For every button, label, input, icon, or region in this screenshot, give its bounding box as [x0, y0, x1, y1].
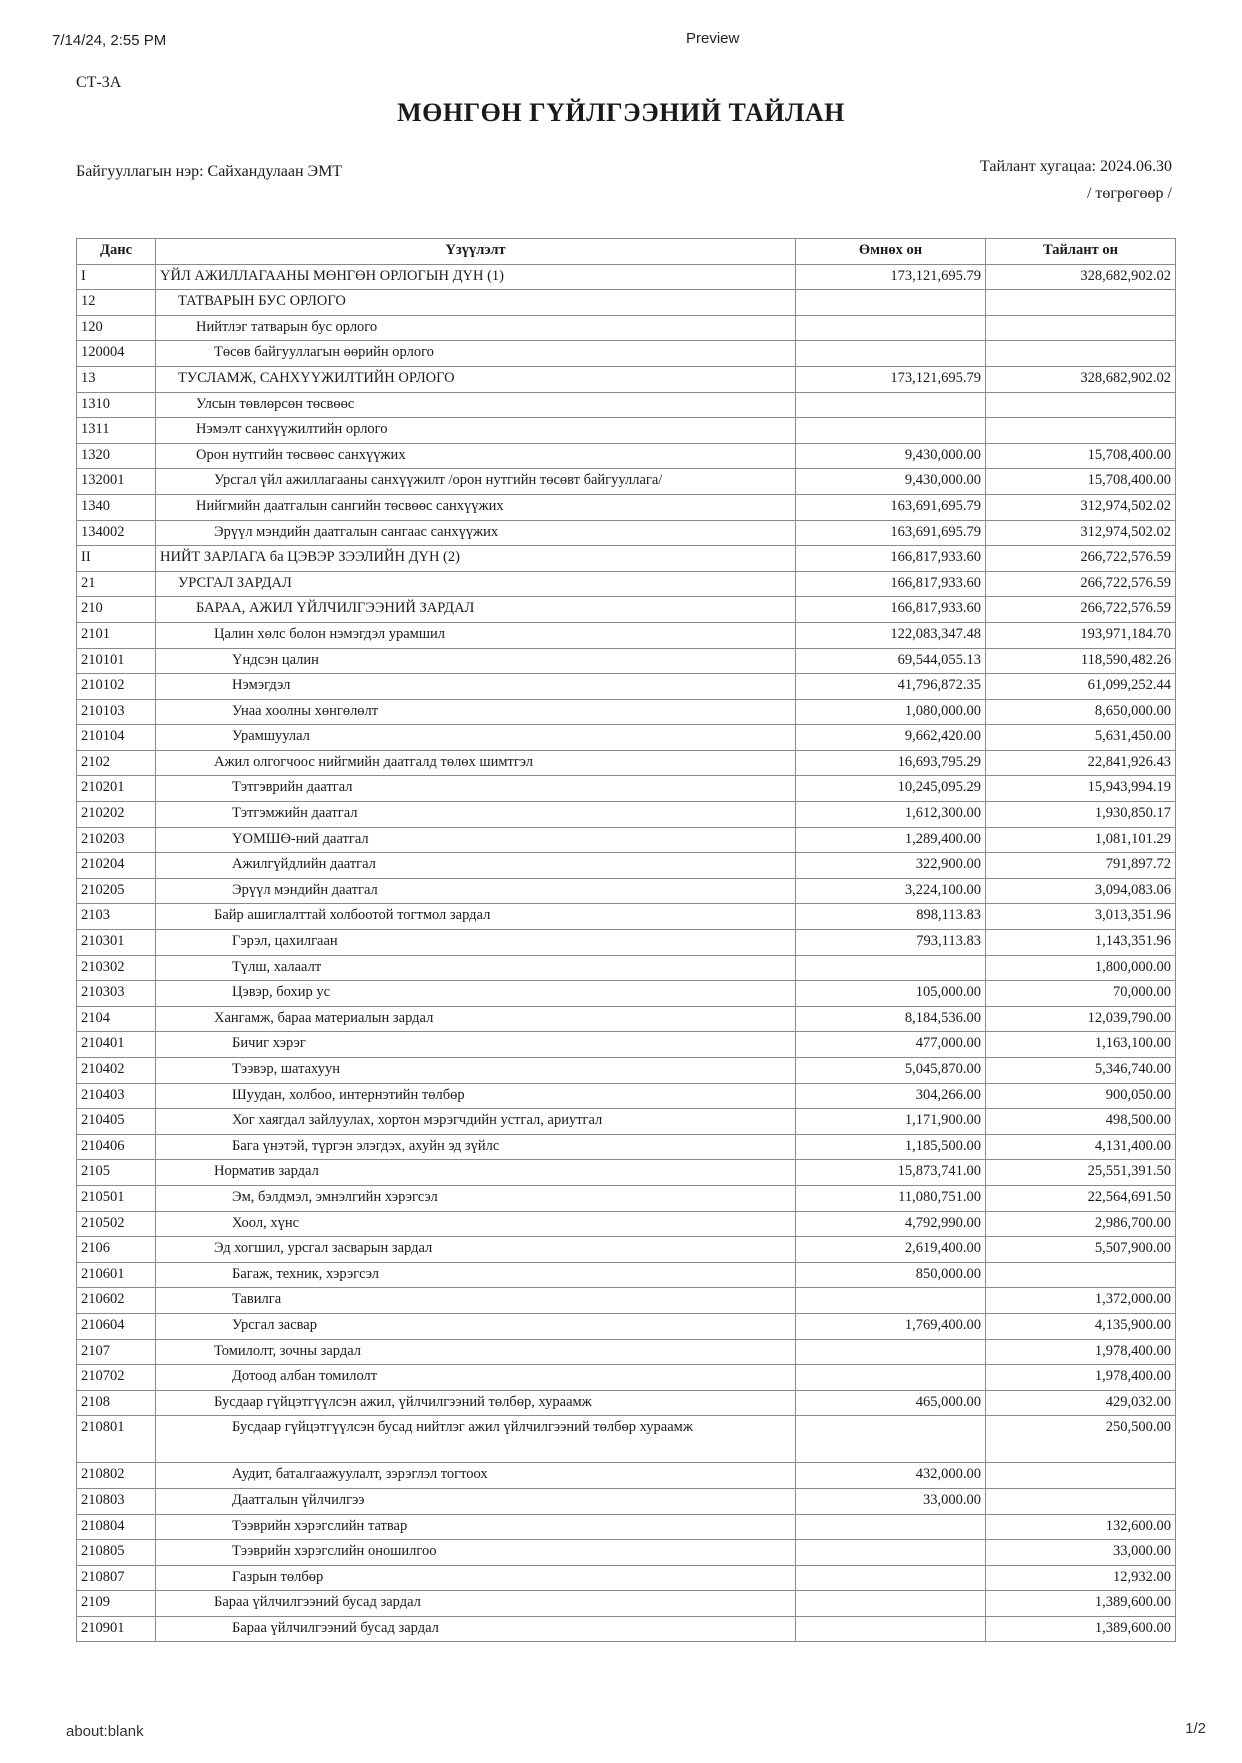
indicator-name-cell: Хог хаягдал зайлуулах, хортон мэрэгчдийн устгал, ариутгал	[156, 1109, 796, 1135]
account-code-cell: 2104	[77, 1006, 156, 1032]
previous-year-amount-cell: 9,430,000.00	[796, 469, 986, 495]
current-year-amount-cell: 12,039,790.00	[986, 1006, 1176, 1032]
previous-year-amount-cell	[796, 1514, 986, 1540]
indicator-name-cell: Төсөв байгууллагын өөрийн орлого	[156, 341, 796, 367]
previous-year-amount-cell: 33,000.00	[796, 1488, 986, 1514]
indicator-name-cell: Хоол, хүнс	[156, 1211, 796, 1237]
current-year-amount-cell	[986, 418, 1176, 444]
previous-year-amount-cell: 1,289,400.00	[796, 827, 986, 853]
table-row	[77, 802, 1176, 828]
account-code-cell: 210501	[77, 1185, 156, 1211]
previous-year-amount-cell	[796, 1565, 986, 1591]
indicator-name-cell: Норматив зардал	[156, 1160, 796, 1186]
table-header-row	[77, 239, 1176, 265]
table-row	[77, 1463, 1176, 1489]
account-code-cell: 210702	[77, 1365, 156, 1391]
header-indicator: Үзүүлэлт	[156, 239, 796, 265]
account-code-cell: 210101	[77, 648, 156, 674]
account-code-cell: 12	[77, 290, 156, 316]
header-current-year: Тайлант он	[986, 239, 1176, 265]
account-code-cell: I	[77, 264, 156, 290]
table-row	[77, 904, 1176, 930]
indicator-name-cell: Аудит, баталгаажуулалт, зэрэглэл тогтоох	[156, 1463, 796, 1489]
current-year-amount-cell: 15,708,400.00	[986, 469, 1176, 495]
table-row	[77, 674, 1176, 700]
organization-name: Байгууллагын нэр: Сайхандулаан ЭМТ	[76, 163, 343, 180]
table-row	[77, 1365, 1176, 1391]
table-row	[77, 315, 1176, 341]
account-code-cell: 2102	[77, 750, 156, 776]
print-date: 7/14/24, 2:55 PM	[52, 32, 167, 49]
indicator-name-cell: Бусдаар гүйцэтгүүлсэн бусад нийтлэг ажил үйлчилгээний төлбөр хураамж	[156, 1416, 796, 1463]
previous-year-amount-cell: 4,792,990.00	[796, 1211, 986, 1237]
account-code-cell: 120004	[77, 341, 156, 367]
current-year-amount-cell: 22,564,691.50	[986, 1185, 1176, 1211]
indicator-name-cell: Урсгал үйл ажиллагааны санхүүжилт /орон нутгийн төсөвт байгууллага/	[156, 469, 796, 495]
indicator-name-cell: Бичиг хэрэг	[156, 1032, 796, 1058]
table-row	[77, 1313, 1176, 1339]
table-row	[77, 1565, 1176, 1591]
table-row	[77, 597, 1176, 623]
indicator-name-cell: Улсын төвлөрсөн төсвөөс	[156, 392, 796, 418]
table-row	[77, 827, 1176, 853]
current-year-amount-cell	[986, 1262, 1176, 1288]
report-period: Тайлант хугацаа: 2024.06.30	[980, 158, 1172, 175]
previous-year-amount-cell: 166,817,933.60	[796, 546, 986, 572]
account-code-cell: 210102	[77, 674, 156, 700]
current-year-amount-cell: 33,000.00	[986, 1540, 1176, 1566]
previous-year-amount-cell: 465,000.00	[796, 1390, 986, 1416]
current-year-amount-cell: 61,099,252.44	[986, 674, 1176, 700]
previous-year-amount-cell: 122,083,347.48	[796, 622, 986, 648]
indicator-name-cell: Бага үнэтэй, түргэн элэгдэх, ахуйн эд зүйлс	[156, 1134, 796, 1160]
table-row	[77, 1006, 1176, 1032]
table-row	[77, 1540, 1176, 1566]
account-code-cell: 1311	[77, 418, 156, 444]
current-year-amount-cell: 1,389,600.00	[986, 1616, 1176, 1642]
current-year-amount-cell: 5,507,900.00	[986, 1237, 1176, 1263]
current-year-amount-cell: 791,897.72	[986, 853, 1176, 879]
account-code-cell: 13	[77, 366, 156, 392]
table-row	[77, 392, 1176, 418]
current-year-amount-cell: 5,631,450.00	[986, 725, 1176, 751]
current-year-amount-cell: 1,389,600.00	[986, 1591, 1176, 1617]
account-code-cell: 1320	[77, 443, 156, 469]
current-year-amount-cell: 1,978,400.00	[986, 1339, 1176, 1365]
indicator-name-cell: Тэтгэврийн даатгал	[156, 776, 796, 802]
table-row	[77, 494, 1176, 520]
previous-year-amount-cell	[796, 955, 986, 981]
current-year-amount-cell: 328,682,902.02	[986, 264, 1176, 290]
current-year-amount-cell: 429,032.00	[986, 1390, 1176, 1416]
previous-year-amount-cell: 11,080,751.00	[796, 1185, 986, 1211]
indicator-name-cell: НИЙТ ЗАРЛАГА ба ЦЭВЭР ЗЭЭЛИЙН ДҮН (2)	[156, 546, 796, 572]
current-year-amount-cell	[986, 341, 1176, 367]
account-code-cell: 210601	[77, 1262, 156, 1288]
table-row	[77, 418, 1176, 444]
table-row	[77, 1237, 1176, 1263]
previous-year-amount-cell: 432,000.00	[796, 1463, 986, 1489]
current-year-amount-cell: 4,131,400.00	[986, 1134, 1176, 1160]
indicator-name-cell: Хангамж, бараа материалын зардал	[156, 1006, 796, 1032]
table-row	[77, 622, 1176, 648]
account-code-cell: 120	[77, 315, 156, 341]
table-row	[77, 1211, 1176, 1237]
footer-url: about:blank	[66, 1723, 144, 1740]
account-code-cell: 210602	[77, 1288, 156, 1314]
current-year-amount-cell: 900,050.00	[986, 1083, 1176, 1109]
previous-year-amount-cell	[796, 1591, 986, 1617]
table-row	[77, 341, 1176, 367]
previous-year-amount-cell: 9,662,420.00	[796, 725, 986, 751]
indicator-name-cell: ҮЙЛ АЖИЛЛАГААНЫ МӨНГӨН ОРЛОГЫН ДҮН (1)	[156, 264, 796, 290]
indicator-name-cell: Урсгал засвар	[156, 1313, 796, 1339]
previous-year-amount-cell	[796, 1288, 986, 1314]
table-row	[77, 725, 1176, 751]
account-code-cell: 2106	[77, 1237, 156, 1263]
indicator-name-cell: Томилолт, зочны зардал	[156, 1339, 796, 1365]
current-year-amount-cell: 250,500.00	[986, 1416, 1176, 1463]
previous-year-amount-cell	[796, 315, 986, 341]
current-year-amount-cell: 12,932.00	[986, 1565, 1176, 1591]
table-row	[77, 648, 1176, 674]
account-code-cell: 1310	[77, 392, 156, 418]
previous-year-amount-cell: 793,113.83	[796, 930, 986, 956]
current-year-amount-cell: 266,722,576.59	[986, 571, 1176, 597]
indicator-name-cell: ТАТВАРЫН БУС ОРЛОГО	[156, 290, 796, 316]
header-account: Данс	[77, 239, 156, 265]
table-row	[77, 1390, 1176, 1416]
account-code-cell: 210202	[77, 802, 156, 828]
previous-year-amount-cell: 105,000.00	[796, 981, 986, 1007]
indicator-name-cell: Бараа үйлчилгээний бусад зардал	[156, 1616, 796, 1642]
current-year-amount-cell	[986, 290, 1176, 316]
table-row	[77, 571, 1176, 597]
indicator-name-cell: Тээврийн хэрэгслийн оношилгоо	[156, 1540, 796, 1566]
table-row	[77, 1160, 1176, 1186]
table-row	[77, 264, 1176, 290]
previous-year-amount-cell	[796, 290, 986, 316]
indicator-name-cell: Тавилга	[156, 1288, 796, 1314]
indicator-name-cell: БАРАА, АЖИЛ ҮЙЛЧИЛГЭЭНИЙ ЗАРДАЛ	[156, 597, 796, 623]
indicator-name-cell: Нэмэгдэл	[156, 674, 796, 700]
indicator-name-cell: Ажил олгогчоос нийгмийн даатгалд төлөх шимтгэл	[156, 750, 796, 776]
previous-year-amount-cell: 8,184,536.00	[796, 1006, 986, 1032]
account-code-cell: 2101	[77, 622, 156, 648]
previous-year-amount-cell: 163,691,695.79	[796, 520, 986, 546]
current-year-amount-cell: 328,682,902.02	[986, 366, 1176, 392]
current-year-amount-cell: 312,974,502.02	[986, 520, 1176, 546]
account-code-cell: 210403	[77, 1083, 156, 1109]
previous-year-amount-cell: 9,430,000.00	[796, 443, 986, 469]
previous-year-amount-cell: 166,817,933.60	[796, 597, 986, 623]
indicator-name-cell: Нийгмийн даатгалын сангийн төсвөөс санхүүжих	[156, 494, 796, 520]
previous-year-amount-cell: 1,769,400.00	[796, 1313, 986, 1339]
current-year-amount-cell: 4,135,900.00	[986, 1313, 1176, 1339]
indicator-name-cell: Бусдаар гүйцэтгүүлсэн ажил, үйлчилгээний төлбөр, хураамж	[156, 1390, 796, 1416]
indicator-name-cell: ТУСЛАМЖ, САНХҮҮЖИЛТИЙН ОРЛОГО	[156, 366, 796, 392]
account-code-cell: 210604	[77, 1313, 156, 1339]
account-code-cell: 210803	[77, 1488, 156, 1514]
previous-year-amount-cell	[796, 392, 986, 418]
account-code-cell: 210302	[77, 955, 156, 981]
previous-year-amount-cell: 898,113.83	[796, 904, 986, 930]
current-year-amount-cell: 70,000.00	[986, 981, 1176, 1007]
indicator-name-cell: Байр ашиглалттай холбоотой тогтмол зардал	[156, 904, 796, 930]
previous-year-amount-cell	[796, 1540, 986, 1566]
currency-note: / төгрөгөөр /	[1086, 185, 1172, 202]
table-row	[77, 1488, 1176, 1514]
previous-year-amount-cell	[796, 1616, 986, 1642]
previous-year-amount-cell: 5,045,870.00	[796, 1058, 986, 1084]
current-year-amount-cell: 193,971,184.70	[986, 622, 1176, 648]
previous-year-amount-cell: 41,796,872.35	[796, 674, 986, 700]
current-year-amount-cell: 22,841,926.43	[986, 750, 1176, 776]
table-row	[77, 1288, 1176, 1314]
account-code-cell: 210406	[77, 1134, 156, 1160]
current-year-amount-cell: 312,974,502.02	[986, 494, 1176, 520]
indicator-name-cell: Унаа хоолны хөнгөлөлт	[156, 699, 796, 725]
account-code-cell: 210401	[77, 1032, 156, 1058]
previous-year-amount-cell: 477,000.00	[796, 1032, 986, 1058]
table-row	[77, 930, 1176, 956]
account-code-cell: 1340	[77, 494, 156, 520]
previous-year-amount-cell	[796, 1339, 986, 1365]
current-year-amount-cell: 5,346,740.00	[986, 1058, 1176, 1084]
current-year-amount-cell: 118,590,482.26	[986, 648, 1176, 674]
indicator-name-cell: Эм, бэлдмэл, эмнэлгийн хэрэгсэл	[156, 1185, 796, 1211]
indicator-name-cell: Дотоод албан томилолт	[156, 1365, 796, 1391]
indicator-name-cell: Багаж, техник, хэрэгсэл	[156, 1262, 796, 1288]
table-row	[77, 1591, 1176, 1617]
account-code-cell: 210	[77, 597, 156, 623]
table-row	[77, 366, 1176, 392]
previous-year-amount-cell	[796, 1365, 986, 1391]
account-code-cell: 210901	[77, 1616, 156, 1642]
account-code-cell: 210805	[77, 1540, 156, 1566]
current-year-amount-cell: 3,094,083.06	[986, 878, 1176, 904]
table-row	[77, 1262, 1176, 1288]
indicator-name-cell: Орон нутгийн төсвөөс санхүүжих	[156, 443, 796, 469]
account-code-cell: 210807	[77, 1565, 156, 1591]
indicator-name-cell: Нэмэлт санхүүжилтийн орлого	[156, 418, 796, 444]
account-code-cell: 134002	[77, 520, 156, 546]
previous-year-amount-cell: 69,544,055.13	[796, 648, 986, 674]
indicator-name-cell: Эрүүл мэндийн даатгал	[156, 878, 796, 904]
indicator-name-cell: Үндсэн цалин	[156, 648, 796, 674]
indicator-name-cell: Даатгалын үйлчилгээ	[156, 1488, 796, 1514]
account-code-cell: 210801	[77, 1416, 156, 1463]
account-code-cell: 210402	[77, 1058, 156, 1084]
previous-year-amount-cell: 322,900.00	[796, 853, 986, 879]
account-code-cell: 210303	[77, 981, 156, 1007]
account-code-cell: 2107	[77, 1339, 156, 1365]
indicator-name-cell: Тээврийн хэрэгслийн татвар	[156, 1514, 796, 1540]
account-code-cell: 210203	[77, 827, 156, 853]
account-code-cell: 210802	[77, 1463, 156, 1489]
table-row	[77, 1339, 1176, 1365]
table-row	[77, 955, 1176, 981]
current-year-amount-cell: 1,800,000.00	[986, 955, 1176, 981]
previous-year-amount-cell: 173,121,695.79	[796, 366, 986, 392]
table-row	[77, 853, 1176, 879]
table-row	[77, 1109, 1176, 1135]
current-year-amount-cell: 15,943,994.19	[986, 776, 1176, 802]
previous-year-amount-cell	[796, 1416, 986, 1463]
current-year-amount-cell: 3,013,351.96	[986, 904, 1176, 930]
table-row	[77, 750, 1176, 776]
account-code-cell: 21	[77, 571, 156, 597]
previous-year-amount-cell: 304,266.00	[796, 1083, 986, 1109]
account-code-cell: 2109	[77, 1591, 156, 1617]
current-year-amount-cell: 25,551,391.50	[986, 1160, 1176, 1186]
current-year-amount-cell: 8,650,000.00	[986, 699, 1176, 725]
account-code-cell: 2103	[77, 904, 156, 930]
previous-year-amount-cell	[796, 418, 986, 444]
indicator-name-cell: Ажилгүйдлийн даатгал	[156, 853, 796, 879]
indicator-name-cell: Цалин хөлс болон нэмэгдэл урамшил	[156, 622, 796, 648]
indicator-name-cell: УРСГАЛ ЗАРДАЛ	[156, 571, 796, 597]
current-year-amount-cell: 1,978,400.00	[986, 1365, 1176, 1391]
previous-year-amount-cell: 173,121,695.79	[796, 264, 986, 290]
table-row	[77, 699, 1176, 725]
current-year-amount-cell: 266,722,576.59	[986, 546, 1176, 572]
account-code-cell: II	[77, 546, 156, 572]
current-year-amount-cell: 1,163,100.00	[986, 1032, 1176, 1058]
account-code-cell: 210201	[77, 776, 156, 802]
indicator-name-cell: ҮОМШӨ-ний даатгал	[156, 827, 796, 853]
previous-year-amount-cell: 1,612,300.00	[796, 802, 986, 828]
indicator-name-cell: Газрын төлбөр	[156, 1565, 796, 1591]
current-year-amount-cell: 1,930,850.17	[986, 802, 1176, 828]
indicator-name-cell: Түлш, халаалт	[156, 955, 796, 981]
current-year-amount-cell	[986, 1488, 1176, 1514]
current-year-amount-cell: 266,722,576.59	[986, 597, 1176, 623]
previous-year-amount-cell: 1,080,000.00	[796, 699, 986, 725]
indicator-name-cell: Бараа үйлчилгээний бусад зардал	[156, 1591, 796, 1617]
previous-year-amount-cell: 850,000.00	[796, 1262, 986, 1288]
indicator-name-cell: Цэвэр, бохир ус	[156, 981, 796, 1007]
table-row	[77, 981, 1176, 1007]
account-code-cell: 2105	[77, 1160, 156, 1186]
table-row	[77, 290, 1176, 316]
previous-year-amount-cell: 1,171,900.00	[796, 1109, 986, 1135]
table-row	[77, 1416, 1176, 1463]
current-year-amount-cell: 2,986,700.00	[986, 1211, 1176, 1237]
current-year-amount-cell: 498,500.00	[986, 1109, 1176, 1135]
table-row	[77, 520, 1176, 546]
previous-year-amount-cell: 15,873,741.00	[796, 1160, 986, 1186]
table-row	[77, 1185, 1176, 1211]
previous-year-amount-cell	[796, 341, 986, 367]
previous-year-amount-cell: 166,817,933.60	[796, 571, 986, 597]
previous-year-amount-cell: 10,245,095.29	[796, 776, 986, 802]
account-code-cell: 210502	[77, 1211, 156, 1237]
current-year-amount-cell	[986, 1463, 1176, 1489]
current-year-amount-cell: 1,081,101.29	[986, 827, 1176, 853]
indicator-name-cell: Тэтгэмжийн даатгал	[156, 802, 796, 828]
account-code-cell: 210405	[77, 1109, 156, 1135]
previous-year-amount-cell: 16,693,795.29	[796, 750, 986, 776]
current-year-amount-cell	[986, 392, 1176, 418]
indicator-name-cell: Эрүүл мэндийн даатгалын сангаас санхүүжих	[156, 520, 796, 546]
account-code-cell: 210205	[77, 878, 156, 904]
table-row	[77, 1134, 1176, 1160]
current-year-amount-cell: 1,372,000.00	[986, 1288, 1176, 1314]
page-number: 1/2	[1185, 1720, 1206, 1737]
account-code-cell: 210103	[77, 699, 156, 725]
indicator-name-cell: Эд хогшил, урсгал засварын зардал	[156, 1237, 796, 1263]
current-year-amount-cell: 132,600.00	[986, 1514, 1176, 1540]
table-row	[77, 878, 1176, 904]
indicator-name-cell: Гэрэл, цахилгаан	[156, 930, 796, 956]
form-code: СТ-3А	[76, 74, 122, 91]
previous-year-amount-cell: 3,224,100.00	[796, 878, 986, 904]
table-row	[77, 469, 1176, 495]
account-code-cell: 210301	[77, 930, 156, 956]
account-code-cell: 132001	[77, 469, 156, 495]
indicator-name-cell: Урамшуулал	[156, 725, 796, 751]
indicator-name-cell: Нийтлэг татварын бус орлого	[156, 315, 796, 341]
table-row	[77, 1058, 1176, 1084]
current-year-amount-cell: 1,143,351.96	[986, 930, 1176, 956]
header-previous-year: Өмнөх он	[796, 239, 986, 265]
table-row	[77, 443, 1176, 469]
table-row	[77, 1616, 1176, 1642]
account-code-cell: 2108	[77, 1390, 156, 1416]
table-row	[77, 1514, 1176, 1540]
current-year-amount-cell	[986, 315, 1176, 341]
current-year-amount-cell: 15,708,400.00	[986, 443, 1176, 469]
account-code-cell: 210804	[77, 1514, 156, 1540]
table-row	[77, 1083, 1176, 1109]
account-code-cell: 210104	[77, 725, 156, 751]
table-row	[77, 776, 1176, 802]
table-row	[77, 1032, 1176, 1058]
document-title: МӨНГӨН ГҮЙЛГЭЭНИЙ ТАЙЛАН	[397, 98, 845, 127]
print-header-title: Preview	[686, 30, 740, 47]
previous-year-amount-cell: 1,185,500.00	[796, 1134, 986, 1160]
previous-year-amount-cell: 2,619,400.00	[796, 1237, 986, 1263]
indicator-name-cell: Тээвэр, шатахуун	[156, 1058, 796, 1084]
previous-year-amount-cell: 163,691,695.79	[796, 494, 986, 520]
table-row	[77, 546, 1176, 572]
account-code-cell: 210204	[77, 853, 156, 879]
cash-flow-table	[76, 238, 1176, 1642]
indicator-name-cell: Шуудан, холбоо, интернэтийн төлбөр	[156, 1083, 796, 1109]
